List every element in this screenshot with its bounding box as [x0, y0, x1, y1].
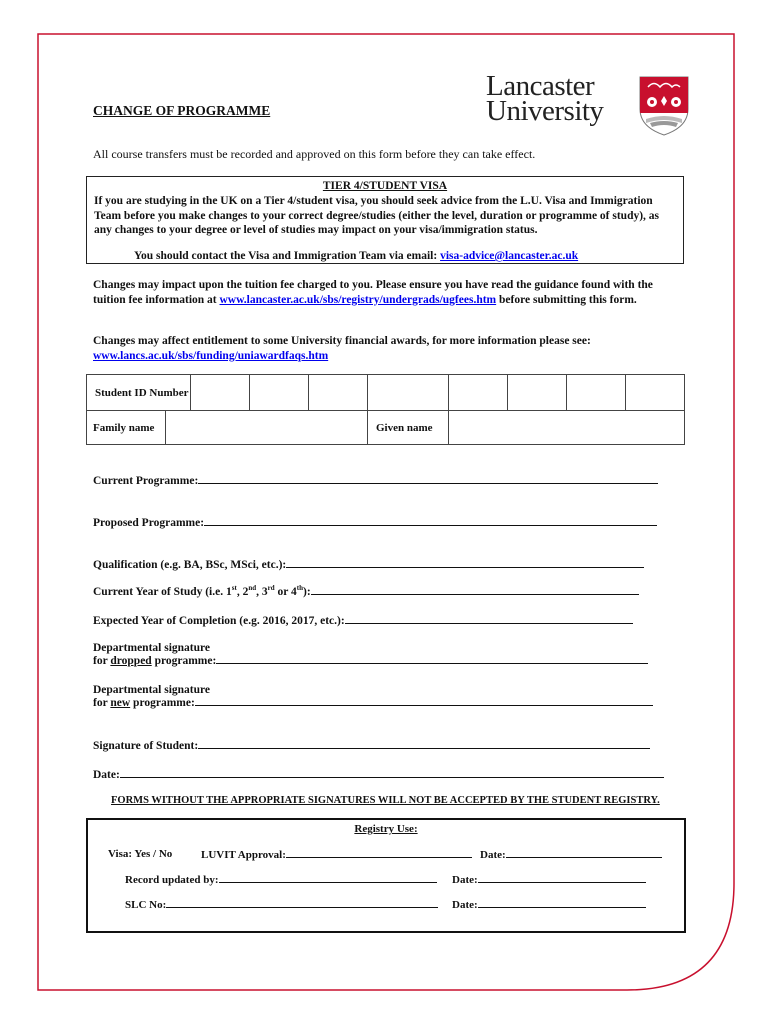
date-input[interactable] [120, 768, 664, 778]
dept-sig-new-label: Departmental signature [93, 684, 211, 696]
family-name-label: Family name [87, 411, 166, 445]
current-programme-label: Current Programme: [93, 475, 199, 487]
crest-icon [638, 75, 690, 137]
slc-no-field [125, 898, 438, 911]
qualification-input[interactable] [286, 558, 644, 568]
registry-date-label: Date: [452, 899, 478, 911]
for-word: for [93, 697, 108, 709]
luvit-approval-label: LUVIT Approval: [201, 849, 286, 861]
dropped-word: dropped [110, 655, 152, 667]
for-word: for [93, 655, 108, 667]
qualification-label: Qualification (e.g. BA, BSc, MSci, etc.): [93, 559, 287, 571]
record-updated-input[interactable] [219, 873, 437, 883]
tier4-notice-box [86, 176, 684, 264]
student-details-table [86, 374, 685, 445]
registry-date-field-3 [452, 898, 646, 911]
student-signature-label: Signature of Student: [93, 740, 199, 752]
registry-date-field-2 [452, 873, 646, 886]
completion-year-input[interactable] [345, 614, 633, 624]
page-title: CHANGE OF PROGRAMME [93, 103, 271, 118]
registry-heading: Registry Use: [354, 823, 418, 835]
tier4-body: If you are studying in the UK on a Tier 4/student visa, you should seek advice from the L.U. Visa and Immigration Team before you make changes to your correct degree/studies (either the level, duration or programme of study), as any changes to your degree or level of studies may impact on your visa/immigration status. [94, 195, 660, 236]
student-id-label: Student ID Number [87, 375, 191, 411]
student-id-digit-cell[interactable] [191, 375, 250, 411]
completion-year-label: Expected Year of Completion (e.g. 2016, 2017, etc.): [93, 615, 345, 627]
fees-text-after: before submitting this form. [499, 293, 637, 306]
luvit-approval-input[interactable] [286, 848, 472, 858]
proposed-programme-label: Proposed Programme: [93, 517, 205, 529]
student-id-digit-cell[interactable] [309, 375, 368, 411]
year-of-study-input[interactable] [311, 585, 639, 595]
student-signature-field [93, 739, 650, 752]
dept-sig-new-field [93, 684, 653, 709]
proposed-programme-input[interactable] [204, 516, 657, 526]
current-programme-input[interactable] [198, 474, 658, 484]
visa-yes-no: Visa: Yes / No [108, 848, 173, 860]
fees-text-before: Changes may impact upon the tuition fee charged to you. Please ensure you have read the guidance found with the tuition fee information at [93, 279, 653, 306]
family-name-input[interactable] [166, 411, 368, 445]
visa-email-link[interactable]: visa-advice@lancaster.ac.uk [440, 250, 579, 262]
tier4-contact [134, 250, 578, 262]
university-logo [486, 70, 692, 140]
dept-sig-dropped-label: Departmental signature [93, 642, 211, 654]
intro-text: All course transfers must be recorded and approved on this form before they can take effect. [93, 147, 536, 161]
student-id-digit-cell[interactable] [508, 375, 567, 411]
registry-date-label: Date: [480, 849, 506, 861]
programme-colon: programme: [133, 697, 195, 709]
registry-use-box [86, 818, 686, 933]
tier4-contact-text: You should contact the Visa and Immigration Team via email: [134, 250, 438, 262]
student-id-digit-cell[interactable] [626, 375, 685, 411]
registry-date-input[interactable] [478, 898, 646, 908]
dept-sig-dropped-input[interactable] [216, 654, 648, 664]
tier4-heading: TIER 4/STUDENT VISA [322, 180, 448, 192]
record-updated-field [125, 873, 437, 886]
student-signature-input[interactable] [198, 739, 650, 749]
completion-year-field [93, 614, 633, 627]
student-id-digit-cell[interactable] [250, 375, 309, 411]
slc-no-label: SLC No: [125, 899, 167, 911]
awards-notice [93, 334, 683, 363]
fees-notice [93, 278, 683, 307]
proposed-programme-field [93, 516, 657, 529]
dept-sig-new-input[interactable] [195, 696, 653, 706]
year-of-study-label: Current Year of Study (i.e. 1st, 2nd, 3rd or 4th): [93, 584, 311, 598]
new-word: new [110, 697, 131, 709]
qualification-field [93, 558, 644, 571]
luvit-approval-field [201, 848, 472, 861]
year-of-study-field [93, 584, 639, 598]
given-name-label: Given name [368, 411, 449, 445]
ugfees-link[interactable]: www.lancaster.ac.uk/sbs/registry/undergrads/ugfees.htm [219, 293, 497, 306]
registry-date-input[interactable] [478, 873, 646, 883]
registry-date-label: Date: [452, 874, 478, 886]
current-programme-field [93, 474, 658, 487]
programme-colon: programme: [154, 655, 217, 667]
student-id-digit-cell[interactable] [567, 375, 626, 411]
awards-faq-link[interactable]: www.lancs.ac.uk/sbs/funding/uniawardfaqs.htm [93, 349, 329, 362]
logo-text-university: University [486, 95, 604, 127]
given-name-input[interactable] [449, 411, 685, 445]
student-id-digit-cell[interactable] [368, 375, 449, 411]
registry-date-input[interactable] [506, 848, 662, 858]
dept-sig-dropped-field [93, 642, 648, 667]
date-field [93, 768, 664, 781]
signature-warning: FORMS WITHOUT THE APPROPRIATE SIGNATURES WILL NOT BE ACCEPTED BY THE STUDENT REGISTRY. [111, 795, 660, 806]
awards-text: Changes may affect entitlement to some University financial awards, for more information please see: [93, 335, 591, 347]
student-id-digit-cell[interactable] [449, 375, 508, 411]
logo-text-lancaster: Lancaster [486, 70, 595, 102]
slc-no-input[interactable] [166, 898, 438, 908]
record-updated-label: Record updated by: [125, 874, 219, 886]
date-label: Date: [93, 769, 120, 781]
registry-date-field-1 [480, 848, 662, 861]
